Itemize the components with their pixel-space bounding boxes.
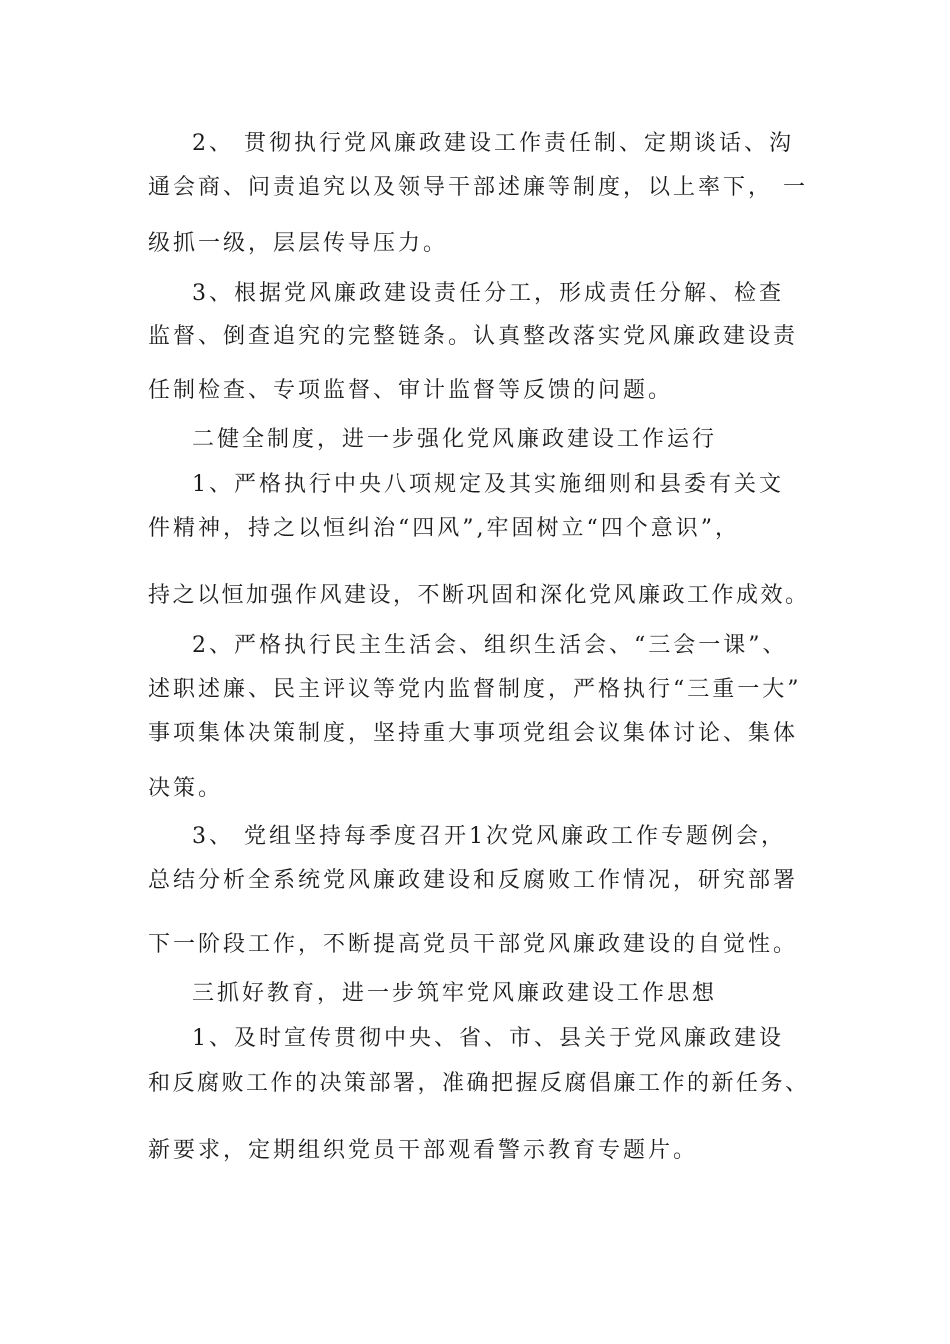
section-heading: 二健全制度，进一步强化党风廉政建设工作运行 <box>192 427 718 452</box>
section-heading: 三抓好教育，进一步筑牢党风廉政建设工作思想 <box>192 981 718 1006</box>
paragraph-line: 2、 贯彻执行党风廉政建设工作责任制、定期谈话、沟 <box>192 131 794 156</box>
paragraph-line: 3、 党组坚持每季度召开1次党风廉政工作专题例会， <box>192 824 786 849</box>
paragraph-line: 新要求，定期组织党员干部观看警示教育专题片。 <box>148 1138 699 1163</box>
paragraph-line: 决策。 <box>148 776 224 801</box>
paragraph-line: 通会商、问责追究以及领导干部述廉等制度，以上率下， 一 <box>148 175 808 200</box>
paragraph-line: 件精神，持之以恒纠治“四风”,牢固树立“四个意识”， <box>148 516 740 541</box>
paragraph-line: 下一阶段工作，不断提高党员干部党风廉政建设的自觉性。 <box>148 932 799 957</box>
paragraph-line: 持之以恒加强作风建设，不断巩固和深化党风廉政工作成效。 <box>148 583 810 608</box>
paragraph-line: 3、根据党风廉政建设责任分工，形成责任分解、检查 <box>192 281 784 306</box>
paragraph-line: 级抓一级，层层传导压力。 <box>148 231 449 256</box>
paragraph-line: 监督、倒查追究的完整链条。认真整改落实党风廉政建设责 <box>148 324 799 349</box>
paragraph-line: 述职述廉、民主评议等党内监督制度，严格执行“三重一大” <box>148 677 802 702</box>
paragraph-line: 和反腐败工作的决策部署，准确把握反腐倡廉工作的新任务、 <box>148 1071 810 1096</box>
paragraph-line: 总结分析全系统党风廉政建设和反腐败工作情况，研究部署 <box>148 868 799 893</box>
paragraph-line: 1、及时宣传贯彻中央、省、市、县关于党风廉政建设 <box>192 1026 784 1051</box>
paragraph-line: 2、严格执行民主生活会、组织生活会、“三会一课”、 <box>192 633 788 658</box>
paragraph-line: 任制检查、专项监督、审计监督等反馈的问题。 <box>148 378 674 403</box>
paragraph-line: 1、严格执行中央八项规定及其实施细则和县委有关文 <box>192 472 784 497</box>
paragraph-line: 事项集体决策制度，坚持重大事项党组会议集体讨论、集体 <box>148 721 799 746</box>
